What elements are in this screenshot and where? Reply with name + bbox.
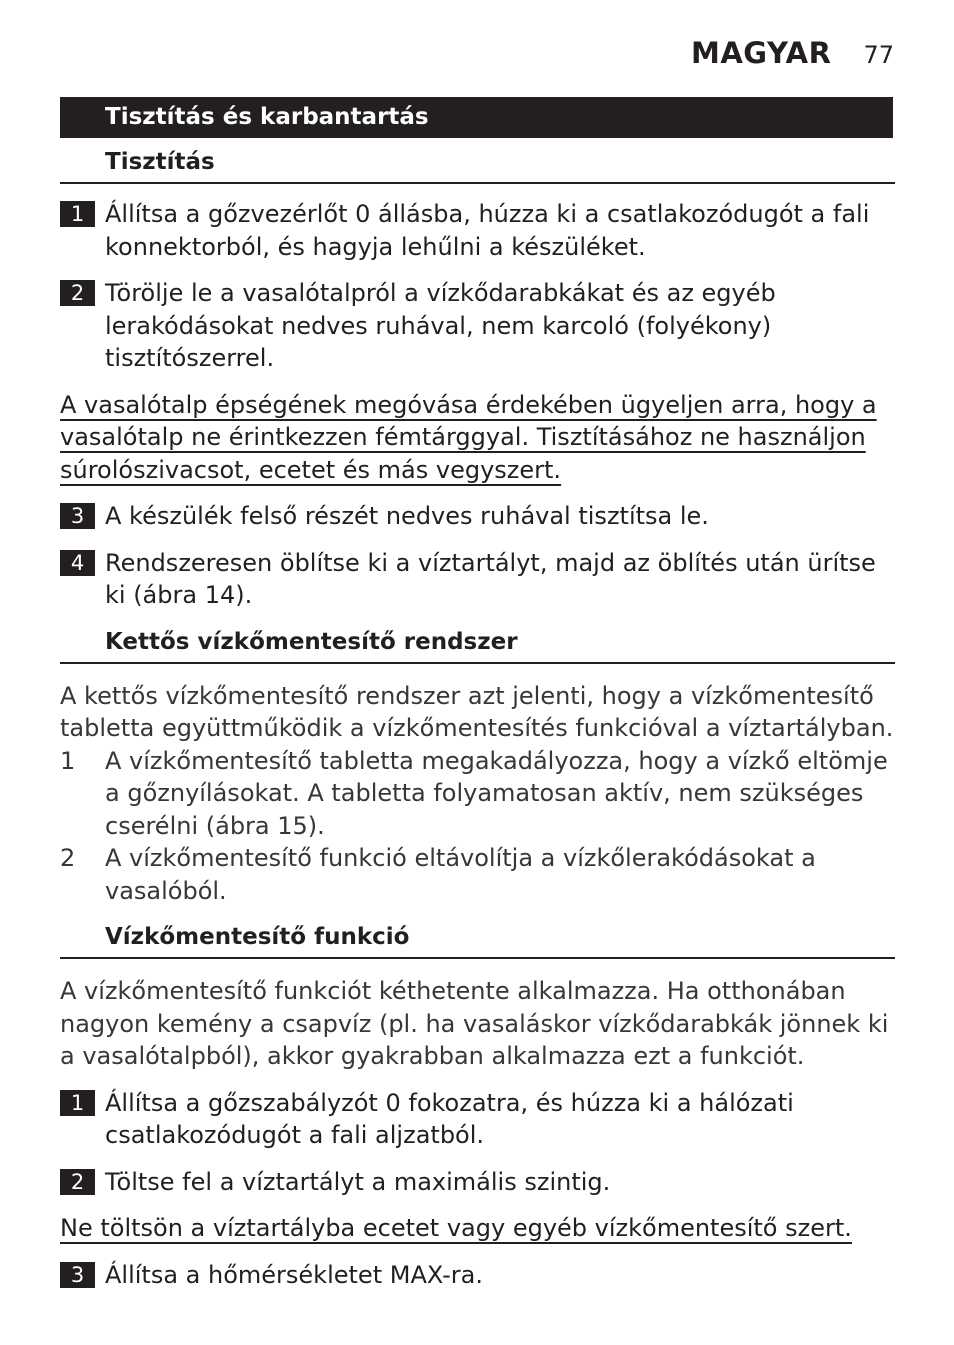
step-text: Törölje le a vasalótalpról a vízkődarabkákat és az egyéb lerakódásokat nedves ruhával, nem karcoló (folyékony) tisztítószerrel. <box>105 279 776 372</box>
list-item-text: A vízkőmentesítő tabletta megakadályozza, hogy a vízkő eltömje a gőznyílásokat. A tabletta folyamatosan aktív, nem szükséges cserélni (ábra 15). <box>105 746 888 840</box>
step-text: Állítsa a gőzvezérlőt 0 állásba, húzza ki a csatlakozódugót a fali konnektorból, és hagyja lehűlni a készüléket. <box>105 200 870 261</box>
page-content <box>60 146 895 1291</box>
step-number-badge: 3 <box>60 1262 95 1288</box>
section-title-bar: Tisztítás és karbantartás <box>60 97 893 138</box>
cleaning-warning <box>60 389 895 487</box>
warning-text: A vasalótalp épségének megóvása érdekében ügyeljen arra, hogy a vasalótalp ne érintkezzen fémtárggyal. Tisztításához ne használjon súrolószivacsot, ecetet és más vegyszert. <box>60 390 877 484</box>
step-text: Rendszeresen öblítse ki a víztartályt, majd az öblítés után ürítse ki (ábra 14). <box>105 548 876 609</box>
step-text: Állítsa a hőmérsékletet MAX-ra. <box>105 1260 483 1289</box>
step-number-badge: 3 <box>60 503 95 529</box>
decalc-step <box>60 1166 895 1199</box>
cleaning-step <box>60 500 895 533</box>
list-item-number: 1 <box>60 746 76 775</box>
step-text: A készülék felső részét nedves ruhával tisztítsa le. <box>105 502 709 530</box>
warning-text: Ne töltsön a víztartályba ecetet vagy egyéb vízkőmentesítő szert. <box>60 1214 852 1242</box>
step-number-badge: 4 <box>60 550 95 576</box>
double-system-heading: Kettős vízkőmentesítő rendszer <box>60 626 895 664</box>
decalc-warning <box>60 1212 895 1245</box>
decalc-step <box>60 1259 895 1292</box>
cleaning-heading: Tisztítás <box>60 146 895 184</box>
step-number-badge: 2 <box>60 1169 95 1195</box>
language-label: MAGYAR <box>690 36 832 70</box>
cleaning-step <box>60 277 895 375</box>
step-text: Töltse fel a víztartályt a maximális szintig. <box>105 1167 611 1196</box>
page-number: 77 <box>863 41 894 69</box>
decalc-function-heading: Vízkőmentesítő funkció <box>60 921 895 959</box>
step-number-badge: 1 <box>60 1090 95 1116</box>
list-item <box>60 745 895 843</box>
cleaning-step <box>60 547 895 612</box>
decalc-function-intro: A vízkőmentesítő funkciót kéthetente alkalmazza. Ha otthonában nagyon kemény a csapvíz (pl. ha vasaláskor vízkődarabkák jönnek ki a vasalótalpból), akkor gyakrabban alkalmazza ezt a funkciót. <box>60 977 889 1070</box>
list-item-text: A vízkőmentesítő funkció eltávolítja a vízkőlerakódásokat a vasalóból. <box>105 844 816 905</box>
cleaning-step <box>60 198 895 263</box>
list-item-number: 2 <box>60 844 76 872</box>
list-item <box>60 842 895 907</box>
step-text: Állítsa a gőzszabályzót 0 fokozatra, és húzza ki a hálózati csatlakozódugót a fali aljzatból. <box>105 1088 794 1149</box>
step-number-badge: 1 <box>60 201 95 227</box>
page-header <box>691 36 894 70</box>
decalc-step <box>60 1087 895 1152</box>
step-number-badge: 2 <box>60 280 95 306</box>
double-system-intro: A kettős vízkőmentesítő rendszer azt jelenti, hogy a vízkőmentesítő tabletta együttműködik a vízkőmentesítés funkcióval a víztartályban. <box>60 681 894 742</box>
